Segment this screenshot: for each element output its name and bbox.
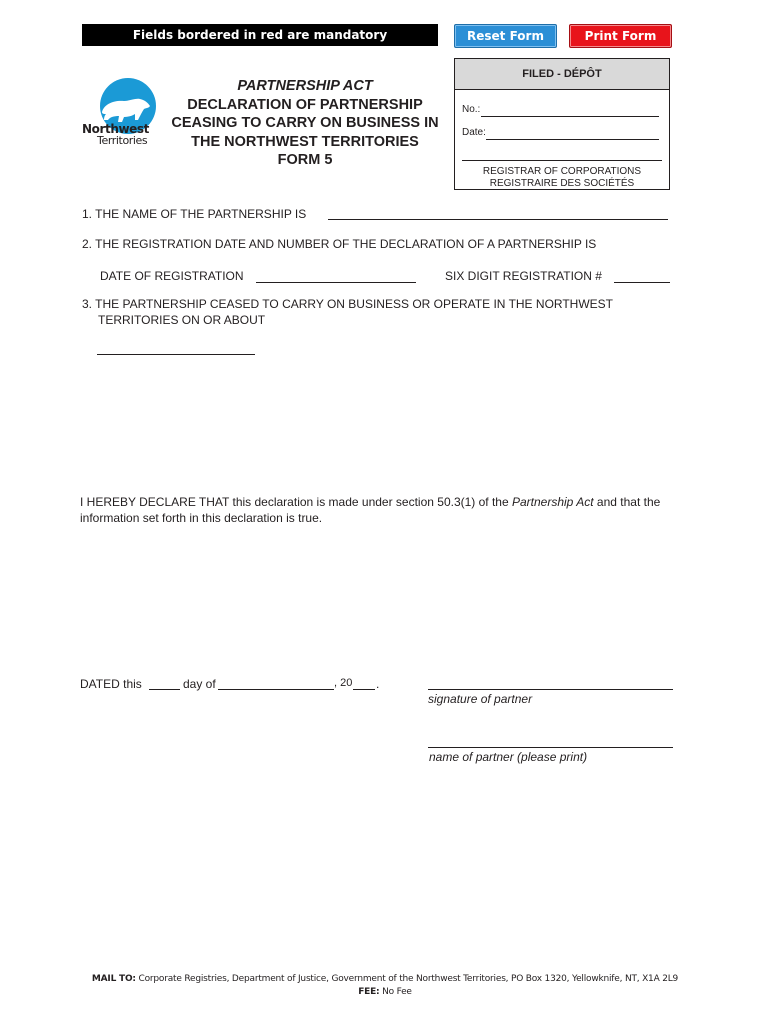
fee-line <box>0 986 770 999</box>
date-of-registration-field[interactable] <box>256 282 416 283</box>
day-of-label: day of <box>183 677 216 691</box>
signature-field[interactable] <box>428 689 673 690</box>
logo-text-territories: Territories <box>97 134 148 147</box>
filed-stamp-box <box>454 58 670 190</box>
year-field[interactable] <box>353 689 375 690</box>
date-of-registration-label: DATE OF REGISTRATION <box>100 269 244 283</box>
declaration-part1: I HEREBY DECLARE THAT this declaration is made under section 50.3(1) of the <box>80 495 512 509</box>
declaration-part2: and that the information set forth in this declaration is true. <box>80 495 661 525</box>
footer <box>0 973 770 999</box>
mail-to-label: MAIL TO: <box>91 974 136 984</box>
title-line4: THE NORTHWEST TERRITORIES <box>191 133 419 150</box>
registrar-signature-line <box>462 160 662 161</box>
filed-date-label: Date: <box>462 127 486 138</box>
registrar-en: REGISTRAR OF CORPORATIONS <box>482 166 642 177</box>
six-digit-registration-label: SIX DIGIT REGISTRATION # <box>445 269 602 283</box>
title-line3: CEASING TO CARRY ON BUSINESS IN <box>171 115 439 131</box>
fee-label: FEE: <box>358 987 380 997</box>
mail-to-line <box>0 973 770 986</box>
declaration-act-name: Partnership Act <box>511 495 594 509</box>
mandatory-notice-text: Fields bordered in red are mandatory <box>132 28 388 42</box>
filed-date-field[interactable] <box>486 139 659 140</box>
registration-number-field[interactable] <box>614 282 670 283</box>
partner-name-caption: name of partner (please print) <box>429 750 588 764</box>
question-3-label: 3. THE PARTNERSHIP CEASED TO CARRY ON BUSINESS OR OPERATE IN THE NORTHWEST <box>82 297 614 311</box>
title-act: PARTNERSHIP ACT <box>237 78 373 94</box>
dated-period: . <box>376 677 380 691</box>
year-prefix-label: , 20 <box>334 677 353 689</box>
mail-to-address: Corporate Registries, Department of Justice, Government of the Northwest Territories, PO Box 1320, Yellowknife, NT, X1A 2L9 <box>135 974 679 984</box>
reset-form-button[interactable]: Reset Form <box>454 24 557 48</box>
title-line2: DECLARATION OF PARTNERSHIP <box>187 96 423 113</box>
declaration-text <box>80 494 680 526</box>
mandatory-notice-bar <box>82 24 438 46</box>
form-title <box>160 77 450 170</box>
day-field[interactable] <box>149 689 180 690</box>
partnership-name-field[interactable] <box>328 219 668 220</box>
filed-no-field[interactable] <box>481 116 659 117</box>
question-2-label: 2. THE REGISTRATION DATE AND NUMBER OF THE DECLARATION OF A PARTNERSHIP IS <box>82 237 597 251</box>
question-3-label-cont: TERRITORIES ON OR ABOUT <box>98 313 266 327</box>
dated-this-label: DATED this <box>80 677 142 691</box>
fee-value: No Fee <box>379 987 412 997</box>
print-form-button[interactable]: Print Form <box>569 24 672 48</box>
partner-name-field[interactable] <box>428 747 673 748</box>
title-form-number: FORM 5 <box>277 152 333 168</box>
signature-caption: signature of partner <box>428 692 533 706</box>
question-1-label: 1. THE NAME OF THE PARTNERSHIP IS <box>82 207 307 221</box>
ceased-date-field[interactable] <box>97 354 255 355</box>
month-field[interactable] <box>218 689 334 690</box>
logo-text-northwest: Northwest <box>82 122 149 136</box>
registrar-fr: REGISTRAIRE DES SOCIÉTÉS <box>489 178 635 189</box>
filed-no-label: No.: <box>462 104 481 115</box>
filed-heading: FILED - DÉPÔT <box>455 59 669 90</box>
